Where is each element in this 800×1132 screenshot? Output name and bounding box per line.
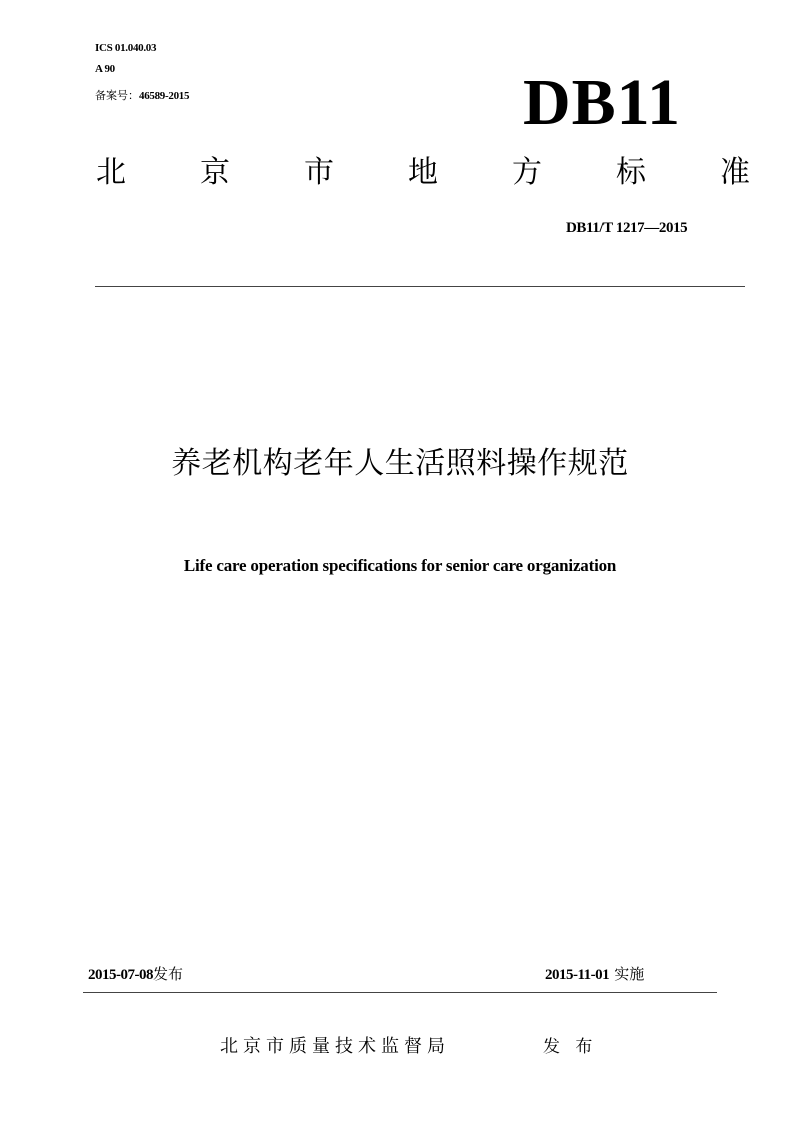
record-number-line: [95, 84, 189, 103]
ccs-code: A 90: [95, 63, 115, 75]
record-label: 备案号：: [95, 89, 139, 102]
db-code-logo: DB11: [523, 66, 682, 139]
ics-code: ICS 01.040.03: [95, 42, 157, 54]
publish-date-line: [88, 963, 183, 984]
issue-action: 发 布: [543, 1037, 598, 1057]
footer-divider: [83, 992, 717, 993]
implement-label: 实施: [614, 965, 645, 983]
publish-date: 2015-07-08: [88, 967, 153, 983]
standard-type-char: 准: [720, 155, 750, 190]
record-number: 46589-2015: [139, 90, 190, 102]
issuing-authority: 北京市质量技术监督局: [220, 1036, 450, 1057]
publish-label: 发布: [153, 965, 184, 983]
standard-type-char: 京: [200, 155, 230, 190]
standard-type-heading: [96, 153, 750, 193]
implement-date: 2015-11-01: [545, 967, 610, 983]
standard-type-char: 地: [408, 155, 438, 190]
standard-type-char: 北: [96, 155, 126, 190]
standard-type-char: 标: [616, 155, 646, 190]
document-title-en: Life care operation specifications for senior care organization: [183, 556, 617, 575]
document-title-cn: 养老机构老年人生活照料操作规范: [171, 446, 629, 481]
standard-number: DB11/T 1217—2015: [566, 220, 688, 236]
standard-type-char: 市: [304, 155, 334, 190]
header-divider: [95, 286, 745, 287]
implement-date-line: [545, 963, 644, 984]
standard-type-char: 方: [512, 155, 542, 190]
